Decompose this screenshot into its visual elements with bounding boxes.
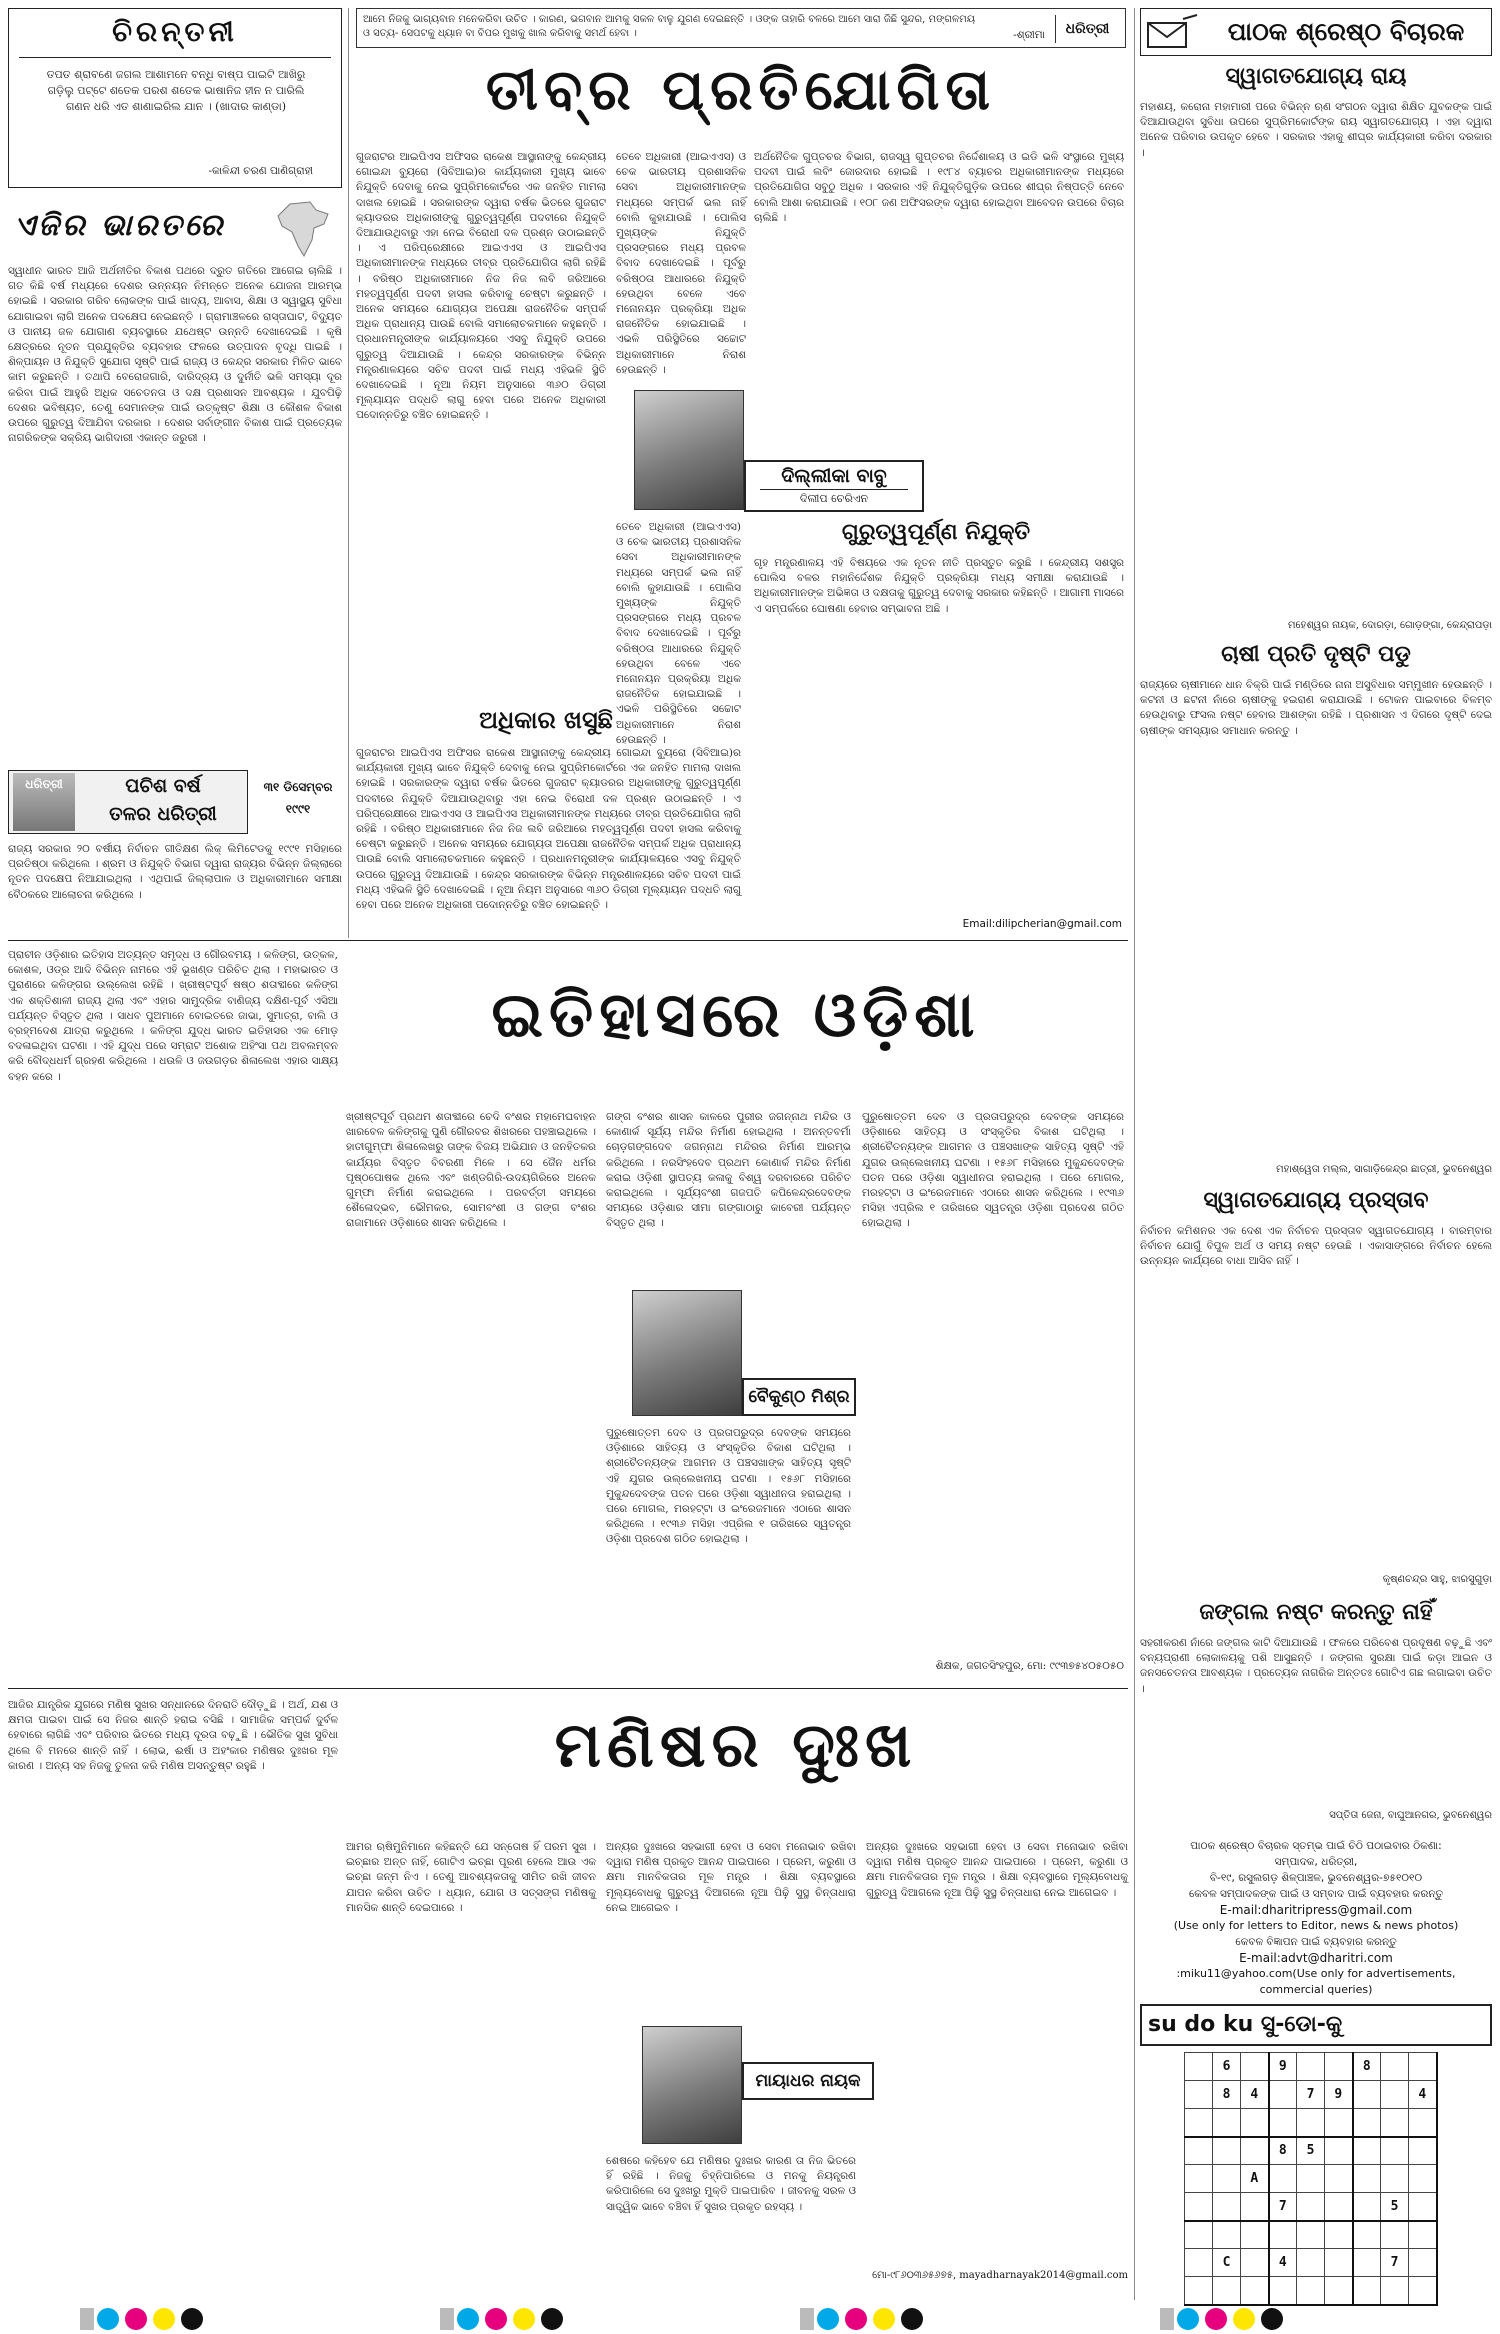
sudoku-cell[interactable] bbox=[1409, 2165, 1437, 2193]
advt-email-alt[interactable]: :miku11@yahoo.com(Use only for advertisements, commercial queries) bbox=[1176, 1967, 1456, 1996]
quote-text: ଆମେ ନିଜକୁ ଭାଗ୍ୟବାନ ମନେକରିବା ଉଚିତ । କାରଣ, ଭଗବାନ ଆମକୁ ସକଳ ବାଳୁ ଯୁଗଣ ଦେଇଛନ୍ତି । ଓଙ୍କ ତାହାରି ବଳରେ ଆମେ ସାରା ଜିଛି ସୁନ୍ଦର, ମଙ୍ଗଳମୟ ଓ ସତ୍ୟ- ସେପଟକୁ ଧ୍ୟାନ ବା ବିପର ମୁଖକୁ ଖାଲ କରିବାକୁ ସମର୍ଥ ହେବା । bbox=[363, 14, 975, 39]
sudoku-cell[interactable] bbox=[1325, 2249, 1353, 2277]
sudoku-cell[interactable]: 8 bbox=[1353, 2053, 1381, 2081]
sudoku-cell[interactable]: 8 bbox=[1269, 2137, 1297, 2165]
sudoku-cell[interactable] bbox=[1409, 2109, 1437, 2137]
tibra-email: Email:dilipcherian@gmail.com bbox=[962, 918, 1122, 930]
sudoku-cell[interactable] bbox=[1241, 2249, 1269, 2277]
registration-mark-group bbox=[1160, 2308, 1286, 2334]
sudoku-cell[interactable]: 9 bbox=[1325, 2081, 1353, 2109]
tibra-byline-sub: ଦିଲୀପ ଚେରିଏନ bbox=[760, 489, 908, 506]
advt-email[interactable]: E-mail:advt@dharitri.com bbox=[1239, 1951, 1393, 1965]
sudoku-cell[interactable] bbox=[1353, 2221, 1381, 2249]
letter-title-4: ଜଙ୍ଗଲ ନଷ୍ଟ କରନ୍ତୁ ନାହିଁ bbox=[1199, 1600, 1433, 1625]
itihasa-byline-name: ବୈକୁଣ୍ଠ ମିଶ୍ର bbox=[742, 1378, 856, 1416]
sudoku-cell[interactable] bbox=[1409, 2053, 1437, 2081]
sudoku-cell[interactable] bbox=[1213, 2165, 1241, 2193]
sudoku-cell[interactable] bbox=[1269, 2109, 1297, 2137]
sudoku-cell[interactable]: 9 bbox=[1269, 2053, 1297, 2081]
cmyk-dot bbox=[1205, 2308, 1227, 2330]
readers-contact-box bbox=[1140, 1838, 1492, 1998]
letter-title-2: ଚାଷୀ ପ୍ରତି ଦୃଷ୍ଟି ପଡୁ bbox=[1221, 642, 1411, 667]
letter-signature-2: ମହାଶ୍ୱେତା ମଲ୍ଲ, ସାଗାଡ଼ିକେନ୍ଦ୍ର ଛାତ୍ରୀ, ଭୁବନେଶ୍ୱର bbox=[1276, 1164, 1492, 1175]
ad-line: କେବଳ ବିଜ୍ଞାପନ ପାଇଁ ବ୍ୟବହାର କରନ୍ତୁ bbox=[1235, 1936, 1397, 1948]
contact-line-3: ବି-୧୯, ରସୁଲଗଡ଼ ଶିଳ୍ପାଞ୍ଚଳ, ଭୁବନେଶ୍ୱର-୭୫୧୦୧୦ bbox=[1209, 1872, 1423, 1884]
ajira-bharat-body: ସ୍ୱାଧୀନ ଭାରତ ଆଜି ଅର୍ଥନୀତିର ବିକାଶ ପଥରେ ଦ୍ରୁତ ଗତିରେ ଆଗେଇ ଚାଲିଛି । ଗତ କିଛି ବର୍ଷ ମଧ୍ୟରେ ଦେଶର ଉନ୍ନୟନ ନିମନ୍ତେ ଅନେକ ଯୋଜନା ଆରମ୍ଭ ହୋଇଛି । ସରକାର ଗରିବ ଲୋକଙ୍କ ପାଇଁ ଖାଦ୍ୟ, ଆବାସ, ଶିକ୍ଷା ଓ ସ୍ୱାସ୍ଥ୍ୟ ସୁବିଧା ଯୋଗାଇବା ଲାଗି ଅନେକ ପଦକ୍ଷେପ ନେଇଛନ୍ତି । ଗ୍ରାମାଞ୍ଚଳରେ ରାସ୍ତାଘାଟ, ବିଦ୍ୟୁତ ଓ ପାନୀୟ ଜଳ ଯୋଗାଣ ବ୍ୟବସ୍ଥାରେ ଯଥେଷ୍ଟ ଉନ୍ନତି ଦେଖାଦେଇଛି । କୃଷି କ୍ଷେତ୍ରରେ ନୂତନ ପ୍ରଯୁକ୍ତିର ବ୍ୟବହାର ଫଳରେ ଉତ୍ପାଦନ ବୃଦ୍ଧି ପାଇଛି । ଶିଳ୍ପାୟନ ଓ ନିଯୁକ୍ତି ସୁଯୋଗ ସୃଷ୍ଟି ପାଇଁ ରାଜ୍ୟ ଓ କେନ୍ଦ୍ର ସରକାର ମିଳିତ ଭାବେ କାମ କରୁଛନ୍ତି । ତଥାପି ବେରୋଜଗାରି, ଦାରିଦ୍ର୍ୟ ଓ ଦୁର୍ନୀତି ଭଳି ସମସ୍ୟା ଦୂର କରିବା ପାଇଁ ଆହୁରି ଅଧିକ ସଚେତନତା ଓ ଦକ୍ଷ ପ୍ରଶାସନ ଆବଶ୍ୟକ । ଯୁବପିଢ଼ି ଦେଶର ଭବିଷ୍ୟତ, ତେଣୁ ସେମାନଙ୍କ ପାଇଁ ଉତ୍କୃଷ୍ଟ ଶିକ୍ଷା ଓ କୌଶଳ ବିକାଶ ଉପରେ ଗୁରୁତ୍ୱ ଦିଆଯିବା ଦରକାର । ଦେଶର ସର୍ବାଙ୍ଗୀନ ବିକାଶ ପାଇଁ ପ୍ରତ୍ୟେକ ନାଗରିକଙ୍କ ସକ୍ରିୟ ଭାଗିଦାରୀ ଏକାନ୍ତ ଜରୁରୀ । bbox=[8, 265, 342, 445]
sudoku-cell[interactable]: 6 bbox=[1213, 2053, 1241, 2081]
sudoku-cell[interactable]: C bbox=[1213, 2249, 1241, 2277]
itihasa-body-3b: ପୁରୁଷୋତ୍ତମ ଦେବ ଓ ପ୍ରତାପରୁଦ୍ର ଦେବଙ୍କ ସମୟରେ ଓଡ଼ିଶାରେ ସାହିତ୍ୟ ଓ ସଂସ୍କୃତିର ବିକାଶ ଘଟିଥିଲା । ଶ୍ରୀଚୈତନ୍ୟଙ୍କ ଆଗମନ ଓ ପଞ୍ଚସଖାଙ୍କ ସାହିତ୍ୟ ସୃଷ୍ଟି ଏହି ଯୁଗର ଉଲ୍ଲେଖନୀୟ ଘଟଣା । ୧୫୬୮ ମସିହାରେ ମୁକୁନ୍ଦଦେବଙ୍କ ପତନ ପରେ ଓଡ଼ିଶା ସ୍ୱାଧୀନତା ହରାଇଥିଲା । ପରେ ମୋଗଲ, ମରହଟ୍ଟା ଓ ଇଂରେଜମାନେ ଏଠାରେ ଶାସନ କରିଥିଲେ । ୧୯୩୬ ମସିହା ଏପ୍ରିଲ ୧ ତାରିଖରେ ସ୍ୱତନ୍ତ୍ର ଓଡ଼ିଶା ପ୍ରଦେଶ ଗଠିତ ହୋଇଥିଲା । bbox=[606, 1427, 851, 1546]
manishara-body-2: ଆମର ଋଷିମୁନିମାନେ କହିଛନ୍ତି ଯେ ସନ୍ତୋଷ ହିଁ ପରମ ସୁଖ । ଇଚ୍ଛାର ଅନ୍ତ ନାହିଁ, ଗୋଟିଏ ଇଚ୍ଛା ପୂରଣ ହେଲେ ଆଉ ଏକ ଇଚ୍ଛା ଜନ୍ମ ନିଏ । ତେଣୁ ଆବଶ୍ୟକତାକୁ ସୀମିତ ରଖି ଜୀବନ ଯାପନ କରିବା ଉଚିତ । ଧ୍ୟାନ, ଯୋଗ ଓ ସତ୍ସଙ୍ଗ ମଣିଷକୁ ମାନସିକ ଶାନ୍ତି ଦେଇପାରେ । bbox=[346, 1841, 596, 1914]
contact-line-4: କେବଳ ସମ୍ପାଦକଙ୍କ ପାଇଁ ଓ ସମ୍ବାଦ ପାଇଁ ବ୍ୟବହାର କରନ୍ତୁ bbox=[1188, 1888, 1444, 1900]
cmyk-dot bbox=[125, 2308, 147, 2330]
sudoku-cell[interactable]: 8 bbox=[1213, 2081, 1241, 2109]
sudoku-cell[interactable] bbox=[1353, 2249, 1381, 2277]
sudoku-title: su do ku ସୁ-ଡୋ-କୁ bbox=[1148, 2012, 1343, 2037]
grey-calibration-block bbox=[1160, 2308, 1174, 2330]
sudoku-cell[interactable] bbox=[1269, 2165, 1297, 2193]
letter-title-3: ସ୍ୱାଗତଯୋଗ୍ୟ ପ୍ରସ୍ତାବ bbox=[1203, 1188, 1429, 1213]
sudoku-cell[interactable] bbox=[1297, 2221, 1325, 2249]
sudoku-cell[interactable] bbox=[1213, 2277, 1241, 2305]
letter-title-1: ସ୍ୱାଗତଯୋଗ୍ୟ ରାୟ bbox=[1225, 64, 1407, 89]
tibra-body-right-2: ଗୃହ ମନ୍ତ୍ରଣାଳୟ ଏହି ବିଷୟରେ ଏକ ନୂତନ ନୀତି ପ୍ରସ୍ତୁତ କରୁଛି । କେନ୍ଦ୍ରୀୟ ସଶସ୍ତ୍ର ପୋଲିସ ବଳର ମହାନିର୍ଦ୍ଦେଶକ ନିଯୁକ୍ତି ପ୍ରକ୍ରିୟା ମଧ୍ୟ ସମୀକ୍ଷା କରାଯାଉଛି । ଅଧିକାରୀମାନଙ୍କ ଅଭିଜ୍ଞତା ଓ ଦକ୍ଷତାକୁ ଗୁରୁତ୍ୱ ଦେବାକୁ ସରକାର କହିଛନ୍ତି । ଆଗାମୀ ମାସରେ ଏ ସମ୍ପର୍କରେ ଘୋଷଣା ହେବାର ସମ୍ଭାବନା ଅଛି । bbox=[754, 557, 1124, 615]
manishara-body-3b: ଶେଷରେ କହିହେବ ଯେ ମଣିଷର ଦୁଃଖର କାରଣ ତା ନିଜ ଭିତରେ ହିଁ ରହିଛି । ନିଜକୁ ଚିହ୍ନିପାରିଲେ ଓ ମନକୁ ନିୟନ୍ତ୍ରଣ କରିପାରିଲେ ସେ ଦୁଃଖରୁ ମୁକ୍ତି ପାଇପାରିବ । ଜୀବନକୁ ସରଳ ଓ ସାତ୍ତ୍ୱିକ ଭାବେ ବଞ୍ଚିବା ହିଁ ସୁଖର ପ୍ରକୃତ ରହସ୍ୟ । bbox=[606, 2155, 856, 2213]
sudoku-cell[interactable] bbox=[1325, 2193, 1353, 2221]
sudoku-cell[interactable] bbox=[1213, 2193, 1241, 2221]
ajira-bharat-header bbox=[8, 200, 342, 256]
itihasa-headline: ଇତିହାସରେ ଓଡ଼ିଶା bbox=[491, 978, 981, 1051]
grey-calibration-block bbox=[440, 2308, 454, 2330]
sudoku-cell[interactable]: 4 bbox=[1269, 2249, 1297, 2277]
letter-signature-4: ସପ୍ତିତା ଜେନା, ବାଘୁଆନଗର, ଭୁବନେଶ୍ୱର bbox=[1329, 1810, 1492, 1821]
sudoku-grid[interactable] bbox=[1184, 2052, 1438, 2306]
sudoku-cell[interactable] bbox=[1213, 2221, 1241, 2249]
registration-mark-group bbox=[440, 2308, 566, 2334]
sudoku-cell[interactable] bbox=[1381, 2137, 1409, 2165]
tibra-body-mid-2: ତେବେ ଅଧିକାରୀ (ଆଇଏଏସ) ଓ ଚେକ ଭାରତୀୟ ପ୍ରଶାସନିକ ସେବା ଅଧିକାରୀମାନଙ୍କ ମଧ୍ୟରେ ସମ୍ପର୍କ ଭଲ ନାହିଁ ବୋଲି କୁହାଯାଉଛି । ପୋଲିସ ମୁଖ୍ୟଙ୍କ ନିଯୁକ୍ତି ପ୍ରସଙ୍ଗରେ ମଧ୍ୟ ପ୍ରବଳ ବିବାଦ ଦେଖାଦେଇଛି । ପୂର୍ବରୁ ବରିଷ୍ଠତା ଆଧାରରେ ନିଯୁକ୍ତି ହେଉଥିବା ବେଳେ ଏବେ ମନୋନୟନ ପ୍ରକ୍ରିୟା ଅଧିକ ରାଜନୈତିକ ହୋଇଯାଇଛି । ଏଭଳି ପରିସ୍ଥିତିରେ ସଚ୍ଚୋଟ ଅଧିକାରୀମାନେ ନିରାଶ ହେଉଛନ୍ତି । bbox=[616, 521, 741, 746]
sudoku-cell[interactable] bbox=[1381, 2053, 1409, 2081]
sudoku-cell[interactable] bbox=[1185, 2109, 1213, 2137]
sudoku-cell[interactable] bbox=[1185, 2193, 1213, 2221]
sudoku-cell[interactable] bbox=[1409, 2137, 1437, 2165]
masthead-logo: ଧରିତ୍ରୀ bbox=[1055, 15, 1119, 43]
pachisa-barsha-title-box bbox=[8, 770, 248, 834]
sudoku-cell[interactable] bbox=[1241, 2053, 1269, 2081]
grey-calibration-block bbox=[80, 2308, 94, 2330]
sudoku-cell[interactable] bbox=[1241, 2277, 1269, 2305]
print-marks bbox=[80, 2308, 1480, 2330]
sudoku-cell[interactable] bbox=[1213, 2109, 1241, 2137]
tibra-subhead-adhikar: ଅଧିକାର ଖସୁଛି bbox=[479, 706, 613, 734]
readers-banner-title: ପାଠକ ଶ୍ରେଷ୍ଠ ବିଚାରକ bbox=[1227, 17, 1465, 46]
sudoku-cell[interactable] bbox=[1409, 2249, 1437, 2277]
editor-email-note: (Use only for letters to Editor, news & news photos) bbox=[1173, 1919, 1459, 1932]
cmyk-dot bbox=[513, 2308, 535, 2330]
cmyk-dot bbox=[901, 2308, 923, 2330]
sudoku-cell[interactable] bbox=[1325, 2165, 1353, 2193]
ajira-bharat-section bbox=[8, 200, 342, 760]
cmyk-dot bbox=[1261, 2308, 1283, 2330]
tibra-body-right: ଅର୍ଥନୈତିକ ଗୁପ୍ତଚର ବିଭାଗ, ରାଜସ୍ୱ ଗୁପ୍ତଚର ନିର୍ଦ୍ଦେଶାଳୟ ଓ ଇଡି ଭଳି ସଂସ୍ଥାରେ ମୁଖ୍ୟ ପଦବୀ ପାଇଁ ଲବିଂ ଜୋରଦାର ହୋଇଛି । ୧୯୮୪ ବ୍ୟାଚର ଅଧିକାରୀମାନଙ୍କ ମଧ୍ୟରେ ପ୍ରତିଯୋଗିତା ସବୁଠୁ ଅଧିକ । ସରକାର ଏହି ନିଯୁକ୍ତିଗୁଡ଼ିକ ଉପରେ ଶୀଘ୍ର ନିଷ୍ପତ୍ତି ନେବେ ବୋଲି ଆଶା କରାଯାଉଛି । ୧୦୮ ଜଣ ଅଫିସରଙ୍କ ଦ୍ୱାରା ହୋଇଥିବା ଆବେଦନ ଉପରେ ବିଚାର ଚାଲିଛି । bbox=[754, 151, 1124, 224]
cmyk-dot bbox=[541, 2308, 563, 2330]
pachisa-barsha-date-1: ୩୧ ଡିସେମ୍ବର bbox=[263, 780, 333, 794]
sudoku-cell[interactable]: A bbox=[1241, 2165, 1269, 2193]
letter-body-2: ରାଜ୍ୟରେ ଚାଷୀମାନେ ଧାନ ବିକ୍ରି ପାଇଁ ମଣ୍ଡିରେ ନାନା ଅସୁବିଧାର ସମ୍ମୁଖୀନ ହେଉଛନ୍ତି । କଟନୀ ଓ ଛଟନୀ ନାଁରେ ଚାଷୀଙ୍କୁ ହଇରାଣ କରାଯାଉଛି । ଟୋକନ ପାଇବାରେ ବିଳମ୍ବ ହେଉଥିବାରୁ ଫସଲ ନଷ୍ଟ ହେବାର ଆଶଙ୍କା ରହିଛି । ପ୍ରଶାସନ ଏ ଦିଗରେ ଦୃଷ୍ଟି ଦେଇ ଚାଷୀଙ୍କ ସମସ୍ୟାର ସମାଧାନ କରନ୍ତୁ । bbox=[1140, 679, 1492, 737]
chirantani-verse: ତପତ ଶ୍ରାବଣେ ଜଗଲ ଆଶାମନେ ବନ୍ଧି ବାଷ୍ପ ପାଇଟି ଆଖିରୁ ଗଡ଼ିଲୁ ପଟ୍ଟେ ଶତେକ ପରଶ ଶତେକ ଭାଷାନିଜ ହୀନ ନ ପାରିଲି ଗଣନ ଧରି ଏତ ଶାଣାଇରିଲ ଯାନ । (ଖାଦାର କାଣ୍ଡା) bbox=[46, 68, 306, 113]
dilip-cherian-photo bbox=[634, 390, 744, 510]
sudoku-cell[interactable] bbox=[1185, 2053, 1213, 2081]
pachisa-barsha-body: ରାଜ୍ୟ ସରକାର ୨୦ ବର୍ଷୀୟ ନିର୍ବାଚନ ଗୀତିକ୍ଷଣ ଲିକ୍ ଲିମିଟେଡକୁ ୧୯୯୧ ମସିହାରେ ପ୍ରତିଷ୍ଠା କରିଥିଲେ । ଶ୍ରମ ଓ ନିଯୁକ୍ତି ବିଭାଗ ଦ୍ୱାରା ରାଜ୍ୟର ବିଭିନ୍ନ ଜିଲ୍ଲାରେ ନୂତନ ପଦକ୍ଷେପ ନିଆଯାଇଥିଲା । ଏଥିପାଇଁ ଜିଲ୍ଲାପାଳ ଓ ଅଧିକାରୀମାନେ ସମୀକ୍ଷା ବୈଠକରେ ଆଲୋଚନା କରିଥିଲେ । bbox=[8, 843, 342, 901]
contact-line-1: ପାଠକ ଶ୍ରେଷ୍ଠ ବିଚାରକ ସ୍ତମ୍ଭ ପାଇଁ ଚିଠି ପଠାଇବାର ଠିକଣା: bbox=[1190, 1840, 1442, 1852]
sudoku-cell[interactable] bbox=[1269, 2221, 1297, 2249]
contact-line-2: ସମ୍ପାଦକ, ଧରିତ୍ରୀ, bbox=[1274, 1856, 1358, 1868]
letter-body-1: ମହାଶୟ, କରୋନା ମହାମାରୀ ପରେ ବିଭିନ୍ନ ଋଣ ସଂଗଠନ ଦ୍ୱାରା ଶିକ୍ଷିତ ଯୁବକଙ୍କ ପାଇଁ ଦିଆଯାଉଥିବା ସୁବିଧା ଉପରେ ସୁପ୍ରିମକୋର୍ଟଙ୍କ ରାୟ ସ୍ୱାଗତଯୋଗ୍ୟ । ଏହା ଦ୍ୱାରା ଅନେକ ପରିବାର ଉପକୃତ ହେବେ । ସରକାର ଏହାକୁ ଶୀଘ୍ର କାର୍ଯ୍ୟକାରୀ କରିବା ଦରକାର । bbox=[1140, 101, 1492, 159]
sudoku-cell[interactable] bbox=[1269, 2081, 1297, 2109]
sudoku-cell[interactable]: 4 bbox=[1241, 2081, 1269, 2109]
sudoku-cell[interactable] bbox=[1241, 2109, 1269, 2137]
itihasa-body-2: ଖ୍ରୀଷ୍ଟପୂର୍ବ ପ୍ରଥମ ଶତାବ୍ଦୀରେ ଚେଦି ବଂଶର ମହାମେଘବାହନ ଖାରବେଳ କଳିଙ୍ଗକୁ ପୁଣି ଗୌରବର ଶିଖରରେ ପହଞ୍ଚାଇଥିଲେ । ହାତୀଗୁମ୍ଫା ଶିଳାଲେଖରୁ ତାଙ୍କ ବିଜୟ ଅଭିଯାନ ଓ ଜନହିତକର କାର୍ଯ୍ୟର ବିସ୍ତୃତ ବିବରଣୀ ମିଳେ । ସେ ଜୈନ ଧର୍ମର ପୃଷ୍ଠପୋଷକ ଥିଲେ ଏବଂ ଖଣ୍ଡଗିରି-ଉଦୟଗିରିରେ ଅନେକ ଗୁମ୍ଫା ନିର୍ମାଣ କରାଇଥିଲେ । ପରବର୍ତ୍ତୀ ସମୟରେ ଶୈଳୋଦ୍ଭବ, ଭୌମକର, ସୋମବଂଶୀ ଓ ଗଙ୍ଗ ବଂଶର ରାଜାମାନେ ଓଡ଼ିଶାରେ ଶାସନ କରିଥିଲେ । bbox=[346, 1111, 596, 1230]
sudoku-cell[interactable]: 7 bbox=[1297, 2081, 1325, 2109]
sudoku-cell[interactable] bbox=[1353, 2277, 1381, 2305]
pachisa-barsha-title-1: ପଚିଶ ବର୍ଷ bbox=[125, 775, 201, 797]
cmyk-dot bbox=[181, 2308, 203, 2330]
sudoku-cell[interactable] bbox=[1185, 2221, 1213, 2249]
sudoku-cell[interactable] bbox=[1241, 2137, 1269, 2165]
sudoku-cell[interactable] bbox=[1297, 2193, 1325, 2221]
sudoku-cell[interactable] bbox=[1297, 2109, 1325, 2137]
tibra-body-mid: ତେବେ ଅଧିକାରୀ (ଆଇଏଏସ) ଓ ଚେକ ଭାରତୀୟ ପ୍ରଶାସନିକ ସେବା ଅଧିକାରୀମାନଙ୍କ ମଧ୍ୟରେ ସମ୍ପର୍କ ଭଲ ନାହିଁ ବୋଲି କୁହାଯାଉଛି । ପୋଲିସ ମୁଖ୍ୟଙ୍କ ନିଯୁକ୍ତି ପ୍ରସଙ୍ଗରେ ମଧ୍ୟ ପ୍ରବଳ ବିବାଦ ଦେଖାଦେଇଛି । ପୂର୍ବରୁ ବରିଷ୍ଠତା ଆଧାରରେ ନିଯୁକ୍ତି ହେଉଥିବା ବେଳେ ଏବେ ମନୋନୟନ ପ୍ରକ୍ରିୟା ଅଧିକ ରାଜନୈତିକ ହୋଇଯାଇଛି । ଏଭଳି ପରିସ୍ଥିତିରେ ସଚ୍ଚୋଟ ଅଧିକାରୀମାନେ ନିରାଶ ହେଉଛନ୍ତି । bbox=[616, 151, 746, 376]
sudoku-cell[interactable]: 5 bbox=[1381, 2193, 1409, 2221]
editor-email[interactable]: E-mail:dharitripress@gmail.com bbox=[1219, 1903, 1413, 1917]
sudoku-cell[interactable] bbox=[1353, 2081, 1381, 2109]
manishara-body-1: ଆଜିର ଯାନ୍ତ୍ରିକ ଯୁଗରେ ମଣିଷ ସୁଖର ସନ୍ଧାନରେ ଦିନରାତି ଦୌଡ଼ୁଛି । ଅର୍ଥ, ଯଶ ଓ କ୍ଷମତା ପାଇବା ପାଇଁ ସେ ନିଜର ଶାନ୍ତି ହରାଇ ବସିଛି । ସାମାଜିକ ସମ୍ପର୍କ ଦୁର୍ବଳ ହେବାରେ ଲାଗିଛି ଏବଂ ପରିବାର ଭିତରେ ମଧ୍ୟ ଦୂରତା ବଢ଼ୁଛି । ଭୌତିକ ସୁଖ ସୁବିଧା ଥିଲେ ବି ମନରେ ଶାନ୍ତି ନାହିଁ । ଲୋଭ, ଈର୍ଷା ଓ ଅହଂକାର ମଣିଷର ଦୁଃଖର ମୂଳ କାରଣ । ଅନ୍ୟ ସହ ନିଜକୁ ତୁଳନା କରି ମଣିଷ ଅସନ୍ତୁଷ୍ଟ ରହୁଛି । bbox=[8, 1699, 338, 1772]
envelope-icon bbox=[1147, 17, 1199, 49]
sudoku-cell[interactable] bbox=[1381, 2165, 1409, 2193]
cmyk-dot bbox=[1233, 2308, 1255, 2330]
sudoku-cell[interactable] bbox=[1325, 2221, 1353, 2249]
sudoku-cell[interactable]: 4 bbox=[1409, 2081, 1437, 2109]
pachisa-barsha-title-2: ତଳର ଧରିତ୍ରୀ bbox=[109, 803, 217, 825]
sudoku-cell[interactable] bbox=[1297, 2165, 1325, 2193]
sudoku-cell[interactable] bbox=[1325, 2109, 1353, 2137]
cmyk-dot bbox=[97, 2308, 119, 2330]
sudoku-cell[interactable] bbox=[1381, 2277, 1409, 2305]
cmyk-dot bbox=[873, 2308, 895, 2330]
cmyk-dot bbox=[817, 2308, 839, 2330]
chirantani-poet: -କାଳିନ୍ଦୀ ଚରଣ ପାଣିଗ୍ରାହୀ bbox=[208, 165, 313, 177]
sudoku-cell[interactable] bbox=[1185, 2137, 1213, 2165]
itihasa-body-3a: ଗଙ୍ଗ ବଂଶର ଶାସନ କାଳରେ ପୁରୀର ଜଗନ୍ନାଥ ମନ୍ଦିର ଓ କୋଣାର୍କ ସୂର୍ଯ୍ୟ ମନ୍ଦିର ନିର୍ମାଣ ହୋଇଥିଲା । ଅନନ୍ତବର୍ମା ଚୋଡ଼ଗଙ୍ଗଦେବ ଜଗନ୍ନାଥ ମନ୍ଦିରର ନିର୍ମାଣ ଆରମ୍ଭ କରିଥିଲେ । ନରସିଂହଦେବ ପ୍ରଥମ କୋଣାର୍କ ମନ୍ଦିର ନିର୍ମାଣ କରାଇ ଓଡ଼ିଶୀ ସ୍ଥାପତ୍ୟ କଳାକୁ ବିଶ୍ୱ ଦରବାରରେ ପରିଚିତ କରାଇଥିଲେ । ସୂର୍ଯ୍ୟବଂଶୀ ଗଜପତି କପିଳେନ୍ଦ୍ରଦେବଙ୍କ ସମୟରେ ଓଡ଼ିଶାର ସୀମା ଗଙ୍ଗାଠାରୁ କାବେରୀ ପର୍ଯ୍ୟନ୍ତ ବିସ୍ତୃତ ଥିଲା । bbox=[606, 1111, 851, 1230]
india-map-icon bbox=[270, 200, 338, 260]
cmyk-dot bbox=[457, 2308, 479, 2330]
quote-author: -ଶ୍ରୀମା bbox=[1013, 29, 1045, 41]
chirantani-title: ଚିରନ୍ତନୀ bbox=[112, 15, 238, 48]
sudoku-cell[interactable] bbox=[1353, 2165, 1381, 2193]
quote-strip bbox=[356, 8, 1126, 48]
readers-banner bbox=[1140, 8, 1492, 56]
ajira-bharat-title: ଏଜିର ଭାରତରେ bbox=[14, 208, 226, 243]
sudoku-cell[interactable] bbox=[1269, 2277, 1297, 2305]
manishara-byline-name: ମାୟାଧର ନାୟକ bbox=[742, 2062, 874, 2100]
sudoku-cell[interactable] bbox=[1325, 2053, 1353, 2081]
manishara-headline: ମଣିଷର ଦୁଃଖ bbox=[554, 1708, 918, 1781]
sudoku-header bbox=[1140, 2004, 1492, 2046]
pachisa-barsha-section bbox=[8, 770, 342, 930]
tibra-byline-name: ଦିଲ୍ଲୀକା ବାବୁ bbox=[781, 465, 887, 487]
cmyk-dot bbox=[845, 2308, 867, 2330]
sudoku-cell[interactable]: 5 bbox=[1297, 2137, 1325, 2165]
sudoku-cell[interactable] bbox=[1381, 2221, 1409, 2249]
sudoku-cell[interactable] bbox=[1325, 2137, 1353, 2165]
manishara-signature: ମୋ-୯୮୬୦୩୬୫୬୭୫, mayadharnayak2014@gmail.com bbox=[872, 2270, 1128, 2281]
sudoku-cell[interactable] bbox=[1297, 2053, 1325, 2081]
sudoku-cell[interactable] bbox=[1409, 2193, 1437, 2221]
baikuntha-mishra-photo bbox=[632, 1290, 742, 1416]
registration-mark-group bbox=[800, 2308, 926, 2334]
cmyk-dot bbox=[1177, 2308, 1199, 2330]
tibra-byline bbox=[744, 460, 924, 512]
sudoku-cell[interactable]: 7 bbox=[1381, 2249, 1409, 2277]
sudoku-cell[interactable] bbox=[1185, 2277, 1213, 2305]
letter-body-4: ସହରୀକରଣ ନାଁରେ ଜଙ୍ଗଲ କାଟି ଦିଆଯାଉଛି । ଫଳରେ ପରିବେଶ ପ୍ରଦୂଷଣ ବଢ଼ୁଛି ଏବଂ ବନ୍ୟପ୍ରାଣୀ ଲୋକାଳୟକୁ ପଶି ଆସୁଛନ୍ତି । ଜଙ୍ଗଲ ସୁରକ୍ଷା ପାଇଁ କଡ଼ା ଆଇନ ଓ ଜନସଚେତନତା ଆବଶ୍ୟକ । ପ୍ରତ୍ୟେକ ନାଗରିକ ଅନ୍ତତଃ ଗୋଟିଏ ଗଛ ଲଗାଇବା ଉଚିତ । bbox=[1140, 1637, 1492, 1695]
cmyk-dot bbox=[153, 2308, 175, 2330]
sudoku-cell[interactable] bbox=[1185, 2249, 1213, 2277]
sudoku-cell[interactable] bbox=[1409, 2277, 1437, 2305]
sudoku-cell[interactable] bbox=[1185, 2081, 1213, 2109]
sudoku-cell[interactable] bbox=[1241, 2193, 1269, 2221]
sudoku-cell[interactable] bbox=[1353, 2137, 1381, 2165]
tibra-body-bottom: ଗୁଜରାଟର ଆଇପିଏସ ଅଫିସର ରାକେଶ ଆସ୍ଥାନାଙ୍କୁ କେନ୍ଦ୍ରୀୟ ଗୋଇନ୍ଦା ବ୍ୟୁରୋ (ସିବିଆଇ)ର କାର୍ଯ୍ୟକାରୀ ମୁଖ୍ୟ ଭାବେ ନିଯୁକ୍ତି ଦେବାକୁ ନେଇ ସୁପ୍ରିମକୋର୍ଟରେ ଏକ ଜନହିତ ମାମଲା ଦାଖଲ ହୋଇଛି । ସରକାରଙ୍କ ଦ୍ୱାରା ବର୍ଷକ ଭିତରେ ଗୁଜରାଟ କ୍ୟାଡରର ଅଧିକାରୀଙ୍କୁ ଗୁରୁତ୍ୱପୂର୍ଣ୍ଣ ପଦବୀରେ ନିଯୁକ୍ତି ଦିଆଯାଉଥିବାରୁ ଏହା ନେଇ ବିରୋଧୀ ଦଳ ପ୍ରଶ୍ନ ଉଠାଇଛନ୍ତି । ଏ ପରିପ୍ରେକ୍ଷୀରେ ଆଇଏଏସ ଓ ଆଇପିଏସ ଅଧିକାରୀମାନଙ୍କ ମଧ୍ୟରେ ତୀବ୍ର ପ୍ରତିଯୋଗିତା ଲାଗି ରହିଛି । ବରିଷ୍ଠ ଅଧିକାରୀମାନେ ନିଜ ନିଜ ଲବି ଜରିଆରେ ମହତ୍ୱପୂର୍ଣ୍ଣ ପଦବୀ ହାସଲ କରିବାକୁ ଚେଷ୍ଟା କରୁଛନ୍ତି । ଅନେକ ସମୟରେ ଯୋଗ୍ୟତା ଅପେକ୍ଷା ରାଜନୈତିକ ସମ୍ପର୍କ ଅଧିକ ପ୍ରାଧାନ୍ୟ ପାଉଛି ବୋଲି ସମାଲୋଚକମାନେ କହୁଛନ୍ତି । ପ୍ରଧାନମନ୍ତ୍ରୀଙ୍କ କାର୍ଯ୍ୟାଳୟରେ ଏସବୁ ନିଯୁକ୍ତି ଉପରେ ଗୁରୁତ୍ୱ ଦିଆଯାଉଛି । କେନ୍ଦ୍ର ସରକାରଙ୍କ ବିଭିନ୍ନ ମନ୍ତ୍ରଣାଳୟରେ ସଚିବ ପଦବୀ ପାଇଁ ମଧ୍ୟ ଏହିଭଳି ସ୍ଥିତି ଦେଖାଦେଇଛି । ନୂଆ ନିୟମ ଅନୁସାରେ ୩୬୦ ଡିଗ୍ରୀ ମୂଲ୍ୟାୟନ ପଦ୍ଧତି ଲାଗୁ ହେବା ପରେ ଅନେକ ଅଧିକାରୀ ପଦୋନ୍ନତିରୁ ବଞ୍ଚିତ ହୋଇଛନ୍ତି । bbox=[356, 747, 741, 912]
dharitri-stamp-logo: ଧରିତ୍ରୀ bbox=[13, 773, 75, 831]
tibra-headline: ତୀବ୍ର ପ୍ରତିଯୋଗିତା bbox=[485, 58, 997, 123]
letter-body-3: ନିର୍ବାଚନ କମିଶନର ଏକ ଦେଶ ଏକ ନିର୍ବାଚନ ପ୍ରସ୍ତାବ ସ୍ୱାଗତଯୋଗ୍ୟ । ବାରମ୍ବାର ନିର୍ବାଚନ ଯୋଗୁଁ ବିପୁଳ ଅର୍ଥ ଓ ସମୟ ନଷ୍ଟ ହେଉଛି । ଏକାସାଙ୍ଗରେ ନିର୍ବାଚନ ହେଲେ ଉନ୍ନୟନ କାର୍ଯ୍ୟରେ ବାଧା ଆସିବ ନାହିଁ । bbox=[1140, 1225, 1492, 1268]
mayadhar-nayak-photo bbox=[642, 2026, 742, 2144]
tibra-subhead-niyukti: ଗୁରୁତ୍ୱପୂର୍ଣ୍ଣ ନିଯୁକ୍ତି bbox=[841, 520, 1031, 545]
grey-calibration-block bbox=[800, 2308, 814, 2330]
chirantani-box bbox=[8, 8, 342, 188]
itihasa-body-4: ପୁରୁଷୋତ୍ତମ ଦେବ ଓ ପ୍ରତାପରୁଦ୍ର ଦେବଙ୍କ ସମୟରେ ଓଡ଼ିଶାରେ ସାହିତ୍ୟ ଓ ସଂସ୍କୃତିର ବିକାଶ ଘଟିଥିଲା । ଶ୍ରୀଚୈତନ୍ୟଙ୍କ ଆଗମନ ଓ ପଞ୍ଚସଖାଙ୍କ ସାହିତ୍ୟ ସୃଷ୍ଟି ଏହି ଯୁଗର ଉଲ୍ଲେଖନୀୟ ଘଟଣା । ୧୫୬୮ ମସିହାରେ ମୁକୁନ୍ଦଦେବଙ୍କ ପତନ ପରେ ଓଡ଼ିଶା ସ୍ୱାଧୀନତା ହରାଇଥିଲା । ପରେ ମୋଗଲ, ମରହଟ୍ଟା ଓ ଇଂରେଜମାନେ ଏଠାରେ ଶାସନ କରିଥିଲେ । ୧୯୩୬ ମସିହା ଏପ୍ରିଲ ୧ ତାରିଖରେ ସ୍ୱତନ୍ତ୍ର ଓଡ଼ିଶା ପ୍ରଦେଶ ଗଠିତ ହୋଇଥିଲା । bbox=[862, 1111, 1124, 1230]
sudoku-cell[interactable] bbox=[1297, 2249, 1325, 2277]
sudoku-cell[interactable] bbox=[1185, 2165, 1213, 2193]
sudoku-cell[interactable] bbox=[1353, 2193, 1381, 2221]
cmyk-dot bbox=[485, 2308, 507, 2330]
sudoku-cell[interactable] bbox=[1241, 2221, 1269, 2249]
itihasa-signature: ଶିକ୍ଷକ, ଜଗତସିଂହପୁର, ମୋ: ୯୯୩୭୫୪୦୫୦୫୦ bbox=[935, 1660, 1124, 1672]
manishara-body-3a: ଅନ୍ୟର ଦୁଃଖରେ ସହଭାଗୀ ହେବା ଓ ସେବା ମନୋଭାବ ରଖିବା ଦ୍ୱାରା ମଣିଷ ପ୍ରକୃତ ଆନନ୍ଦ ପାଇପାରେ । ପ୍ରେମ, କରୁଣା ଓ କ୍ଷମା ମାନବିକତାର ମୂଳ ମନ୍ତ୍ର । ଶିକ୍ଷା ବ୍ୟବସ୍ଥାରେ ମୂଲ୍ୟବୋଧକୁ ଗୁରୁତ୍ୱ ଦିଆଗଲେ ନୂଆ ପିଢ଼ି ସୁସ୍ଥ ଚିନ୍ତାଧାରା ନେଇ ଆଗେଇବ । bbox=[606, 1841, 856, 1914]
sudoku-cell[interactable] bbox=[1381, 2081, 1409, 2109]
letter-signature-1: ମହେଶ୍ୱର ନାୟକ, ଦୋରଡ଼ା, ଗୋଡ଼ଙ୍ଗା, କେନ୍ଦ୍ରାପଡ଼ା bbox=[1288, 620, 1492, 631]
manishara-body-4: ଅନ୍ୟର ଦୁଃଖରେ ସହଭାଗୀ ହେବା ଓ ସେବା ମନୋଭାବ ରଖିବା ଦ୍ୱାରା ମଣିଷ ପ୍ରକୃତ ଆନନ୍ଦ ପାଇପାରେ । ପ୍ରେମ, କରୁଣା ଓ କ୍ଷମା ମାନବିକତାର ମୂଳ ମନ୍ତ୍ର । ଶିକ୍ଷା ବ୍ୟବସ୍ଥାରେ ମୂଲ୍ୟବୋଧକୁ ଗୁରୁତ୍ୱ ଦିଆଗଲେ ନୂଆ ପିଢ଼ି ସୁସ୍ଥ ଚିନ୍ତାଧାରା ନେଇ ଆଗେଇବ । bbox=[866, 1841, 1128, 1899]
pachisa-barsha-date-2: ୧୯୯୧ bbox=[285, 802, 311, 816]
sudoku-cell[interactable] bbox=[1297, 2277, 1325, 2305]
sudoku-cell[interactable] bbox=[1381, 2109, 1409, 2137]
sudoku-cell[interactable] bbox=[1353, 2109, 1381, 2137]
sudoku-cell[interactable] bbox=[1409, 2221, 1437, 2249]
sudoku-cell[interactable] bbox=[1213, 2137, 1241, 2165]
sudoku-cell[interactable] bbox=[1325, 2277, 1353, 2305]
sudoku-cell[interactable]: 7 bbox=[1269, 2193, 1297, 2221]
letter-signature-3: କୃଷ୍ଣଚନ୍ଦ୍ର ସାହୁ, ଝାରସୁଗୁଡ଼ା bbox=[1382, 1574, 1492, 1585]
itihasa-body-1: ପ୍ରାଚୀନ ଓଡ଼ିଶାର ଇତିହାସ ଅତ୍ୟନ୍ତ ସମୃଦ୍ଧ ଓ ଗୌରବମୟ । କଳିଙ୍ଗ, ଉତ୍କଳ, କୋଶଳ, ଓଡ୍ର ଆଦି ବିଭିନ୍ନ ନାମରେ ଏହି ଭୂଖଣ୍ଡ ପରିଚିତ ଥିଲା । ମହାଭାରତ ଓ ପୁରାଣରେ କଳିଙ୍ଗର ଉଲ୍ଲେଖ ରହିଛି । ଖ୍ରୀଷ୍ଟପୂର୍ବ ଷଷ୍ଠ ଶତାବ୍ଦୀରେ କଳିଙ୍ଗ ଏକ ଶକ୍ତିଶାଳୀ ରାଜ୍ୟ ଥିଲା ଏବଂ ଏହାର ସାମୁଦ୍ରିକ ବାଣିଜ୍ୟ ଦକ୍ଷିଣ-ପୂର୍ବ ଏସିଆ ପର୍ଯ୍ୟନ୍ତ ବିସ୍ତୃତ ଥିଲା । ସାଧବ ପୁଅମାନେ ବୋଇତରେ ଜାଭା, ସୁମାତ୍ରା, ବାଲି ଓ ବ୍ରହ୍ମଦେଶ ଯାତ୍ରା କରୁଥିଲେ । କଳିଙ୍ଗ ଯୁଦ୍ଧ ଭାରତ ଇତିହାସର ଏକ ମୋଡ଼ ବଦଳାଇଥିବା ଘଟଣା । ଏହି ଯୁଦ୍ଧ ପରେ ସମ୍ରାଟ ଅଶୋକ ଅହିଂସା ପଥ ଅବଲମ୍ବନ କରି ବୌଦ୍ଧଧର୍ମ ଗ୍ରହଣ କରିଥିଲେ । ଧଉଳି ଓ ଜଉଗଡ଼ର ଶିଳାଲେଖ ଏହାର ସାକ୍ଷ୍ୟ ବହନ କରେ । bbox=[8, 949, 338, 1083]
tibra-body-left: ଗୁଜରାଟର ଆଇପିଏସ ଅଫିସର ରାକେଶ ଆସ୍ଥାନାଙ୍କୁ କେନ୍ଦ୍ରୀୟ ଗୋଇନ୍ଦା ବ୍ୟୁରୋ (ସିବିଆଇ)ର କାର୍ଯ୍ୟକାରୀ ମୁଖ୍ୟ ଭାବେ ନିଯୁକ୍ତି ଦେବାକୁ ନେଇ ସୁପ୍ରିମକୋର୍ଟରେ ଏକ ଜନହିତ ମାମଲା ଦାଖଲ ହୋଇଛି । ସରକାରଙ୍କ ଦ୍ୱାରା ବର୍ଷକ ଭିତରେ ଗୁଜରାଟ କ୍ୟାଡରର ଅଧିକାରୀଙ୍କୁ ଗୁରୁତ୍ୱପୂର୍ଣ୍ଣ ପଦବୀରେ ନିଯୁକ୍ତି ଦିଆଯାଉଥିବାରୁ ଏହା ନେଇ ବିରୋଧୀ ଦଳ ପ୍ରଶ୍ନ ଉଠାଇଛନ୍ତି । ଏ ପରିପ୍ରେକ୍ଷୀରେ ଆଇଏଏସ ଓ ଆଇପିଏସ ଅଧିକାରୀମାନଙ୍କ ମଧ୍ୟରେ ତୀବ୍ର ପ୍ରତିଯୋଗିତା ଲାଗି ରହିଛି । ବରିଷ୍ଠ ଅଧିକାରୀମାନେ ନିଜ ନିଜ ଲବି ଜରିଆରେ ମହତ୍ୱପୂର୍ଣ୍ଣ ପଦବୀ ହାସଲ କରିବାକୁ ଚେଷ୍ଟା କରୁଛନ୍ତି । ଅନେକ ସମୟରେ ଯୋଗ୍ୟତା ଅପେକ୍ଷା ରାଜନୈତିକ ସମ୍ପର୍କ ଅଧିକ ପ୍ରାଧାନ୍ୟ ପାଉଛି ବୋଲି ସମାଲୋଚକମାନେ କହୁଛନ୍ତି । ପ୍ରଧାନମନ୍ତ୍ରୀଙ୍କ କାର୍ଯ୍ୟାଳୟରେ ଏସବୁ ନିଯୁକ୍ତି ଉପରେ ଗୁରୁତ୍ୱ ଦିଆଯାଉଛି । କେନ୍ଦ୍ର ସରକାରଙ୍କ ବିଭିନ୍ନ ମନ୍ତ୍ରଣାଳୟରେ ସଚିବ ପଦବୀ ପାଇଁ ମଧ୍ୟ ଏହିଭଳି ସ୍ଥିତି ଦେଖାଦେଇଛି । ନୂଆ ନିୟମ ଅନୁସାରେ ୩୬୦ ଡିଗ୍ରୀ ମୂଲ୍ୟାୟନ ପଦ୍ଧତି ଲାଗୁ ହେବା ପରେ ଅନେକ ଅଧିକାରୀ ପଦୋନ୍ନତିରୁ ବଞ୍ଚିତ ହୋଇଛନ୍ତି । bbox=[356, 151, 606, 422]
registration-mark-group bbox=[80, 2308, 206, 2334]
